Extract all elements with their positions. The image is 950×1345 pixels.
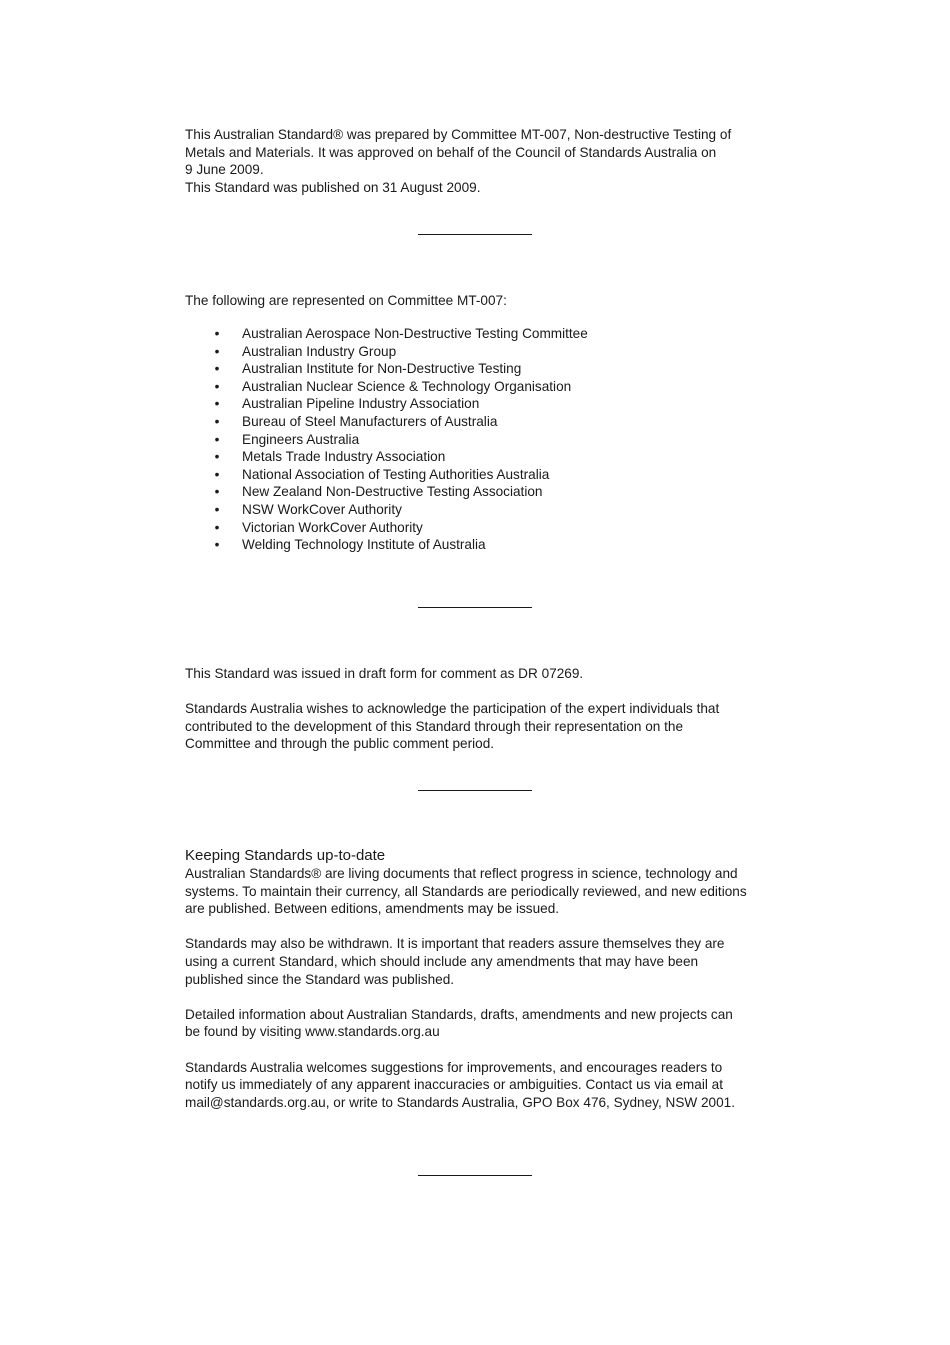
member-name: Australian Nuclear Science & Technology Organisation <box>242 378 572 394</box>
bullet-icon: • <box>214 519 220 535</box>
committee-intro <box>185 292 785 310</box>
bullet-icon: • <box>214 396 220 412</box>
bullet-icon: • <box>214 449 220 465</box>
bullet-icon: • <box>214 537 220 553</box>
member-name: Australian Industry Group <box>242 343 397 359</box>
bullet-icon: • <box>214 466 220 482</box>
paragraph-line: be found by visiting www.standards.org.au <box>185 1024 440 1040</box>
publication-date-line: This Standard was published on 31 August 2009. <box>185 179 481 195</box>
section-divider <box>418 234 532 235</box>
committee-intro-text: The following are represented on Committee MT-007: <box>185 293 507 308</box>
member-name: New Zealand Non-Destructive Testing Association <box>242 484 543 500</box>
bullet-icon: • <box>214 343 220 359</box>
list-item <box>212 536 588 554</box>
bullet-icon: • <box>214 378 220 394</box>
paragraph-line: Australian Standards® are living documents that reflect progress in science, technology and <box>185 866 738 881</box>
member-name: Australian Institute for Non-Destructive Testing <box>242 361 522 377</box>
paragraph-line: are published. Between editions, amendments may be issued. <box>185 901 560 917</box>
list-item <box>212 431 588 449</box>
keeping-up-to-date-section <box>185 847 785 1129</box>
living-documents-paragraph <box>185 865 785 918</box>
draft-notice-paragraph <box>185 665 785 683</box>
bullet-icon: • <box>214 361 220 377</box>
bullet-icon: • <box>214 501 220 517</box>
member-name: Welding Technology Institute of Australia <box>242 537 486 553</box>
member-name: Engineers Australia <box>242 431 360 447</box>
preparation-notice <box>185 126 785 196</box>
paragraph-line: using a current Standard, which should include any amendments that may have been <box>185 953 699 969</box>
website-paragraph <box>185 1006 785 1041</box>
acknowledgement-paragraph <box>185 700 785 753</box>
list-item <box>212 325 588 343</box>
member-name: National Association of Testing Authorities Australia <box>242 466 550 482</box>
preparation-notice-line: This Australian Standard® was prepared by Committee MT-007, Non-destructive Testing of <box>185 127 732 142</box>
contact-paragraph <box>185 1059 785 1112</box>
paragraph-line: notify us immediately of any apparent inaccuracies or ambiguities. Contact us via email at <box>185 1077 723 1093</box>
preparation-notice-line: 9 June 2009. <box>185 162 264 178</box>
list-item <box>212 519 588 537</box>
member-name: NSW WorkCover Authority <box>242 501 402 517</box>
acknowledgement-line: Committee and through the public comment period. <box>185 736 495 752</box>
bullet-icon: • <box>214 326 220 341</box>
section-heading: Keeping Standards up-to-date <box>185 847 386 864</box>
acknowledgement-line: contributed to the development of this Standard through their representation on the <box>185 718 684 734</box>
bullet-icon: • <box>214 413 220 429</box>
section-divider <box>418 607 532 608</box>
list-item <box>212 343 588 361</box>
paragraph-line: published since the Standard was published. <box>185 971 455 987</box>
list-item <box>212 378 588 396</box>
list-item <box>212 413 588 431</box>
member-name: Victorian WorkCover Authority <box>242 519 423 535</box>
list-item <box>212 448 588 466</box>
paragraph-line: Detailed information about Australian Standards, drafts, amendments and new projects can <box>185 1006 733 1022</box>
preparation-notice-line: Metals and Materials. It was approved on behalf of the Council of Standards Australia on <box>185 144 717 160</box>
acknowledgement-line: Standards Australia wishes to acknowledge the participation of the expert individuals that <box>185 701 720 717</box>
withdrawal-paragraph <box>185 935 785 988</box>
bullet-icon: • <box>214 431 220 447</box>
paragraph-line: mail@standards.org.au, or write to Standards Australia, GPO Box 476, Sydney, NSW 2001. <box>185 1094 736 1110</box>
list-item <box>212 483 588 501</box>
list-item <box>212 466 588 484</box>
member-name: Bureau of Steel Manufacturers of Australia <box>242 413 498 429</box>
draft-notice-line: This Standard was issued in draft form for comment as DR 07269. <box>185 666 584 681</box>
draft-notice <box>185 665 785 771</box>
member-name: Metals Trade Industry Association <box>242 449 446 465</box>
paragraph-line: Standards Australia welcomes suggestions for improvements, and encourages readers to <box>185 1059 723 1075</box>
paragraph-line: systems. To maintain their currency, all Standards are periodically reviewed, and new editions <box>185 883 747 899</box>
bullet-icon: • <box>214 484 220 500</box>
member-name: Australian Aerospace Non-Destructive Testing Committee <box>242 326 588 341</box>
member-name: Australian Pipeline Industry Association <box>242 396 480 412</box>
list-item <box>212 395 588 413</box>
list-item <box>212 360 588 378</box>
section-divider <box>418 790 532 791</box>
committee-member-list <box>212 325 588 554</box>
list-item <box>212 501 588 519</box>
paragraph-line: Standards may also be withdrawn. It is important that readers assure themselves they are <box>185 936 725 952</box>
section-divider <box>418 1175 532 1176</box>
